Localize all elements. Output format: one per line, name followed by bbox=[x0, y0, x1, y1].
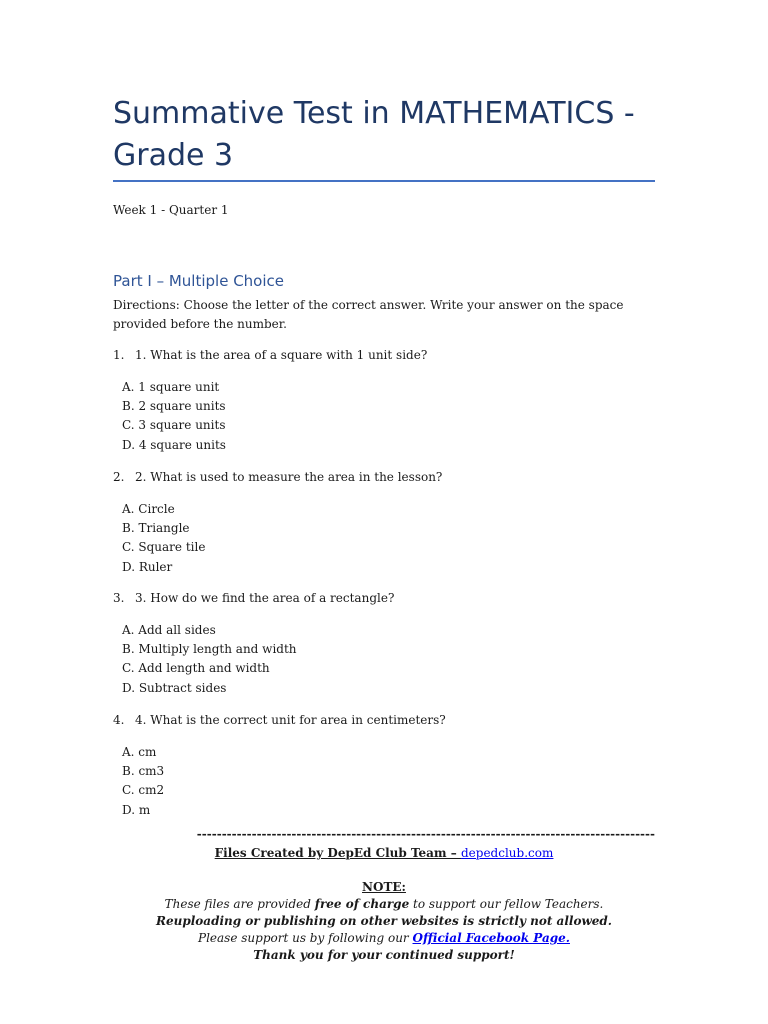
question-number: 1. bbox=[113, 348, 125, 362]
choice-item: C. cm2 bbox=[122, 783, 165, 798]
choice-item: A. cm bbox=[122, 745, 157, 759]
depedclub-link[interactable]: depedclub.com bbox=[460, 846, 554, 860]
page-title: Summative Test in MATHEMATICS - Grade 3 bbox=[113, 96, 635, 173]
choice-item: A. Circle bbox=[122, 502, 175, 516]
note-text: These files are provided bbox=[164, 897, 315, 911]
question-text: 4. What is the correct unit for area in centimeters? bbox=[135, 713, 446, 727]
note-title: NOTE: bbox=[362, 880, 406, 894]
question-text: 3. How do we find the area of a rectangle? bbox=[135, 591, 395, 605]
choice-item: B. cm3 bbox=[122, 764, 165, 779]
dashed-separator: -------------------------------------------------------------------------------------------- bbox=[196, 827, 655, 841]
choice-item: A. Add all sides bbox=[122, 623, 216, 637]
question-number: 2. bbox=[113, 470, 125, 484]
choice-item: B. Multiply length and width bbox=[122, 642, 297, 657]
choice-item: C. 3 square units bbox=[122, 418, 226, 433]
question-text: 1. What is the area of a square with 1 unit side? bbox=[135, 348, 428, 362]
choice-item: D. Ruler bbox=[122, 559, 173, 574]
question-1 bbox=[113, 347, 655, 363]
credit-line bbox=[113, 845, 655, 862]
note-line-2: Reuploading or publishing on other websites is strictly not allowed. bbox=[156, 914, 612, 928]
choice-item: C. Add length and width bbox=[122, 661, 270, 676]
question-4 bbox=[113, 712, 655, 728]
choice-item: A. 1 square unit bbox=[122, 380, 220, 394]
choice-item: B. 2 square units bbox=[122, 399, 226, 414]
choice-item: B. Triangle bbox=[122, 521, 190, 536]
part-heading: Part I – Multiple Choice bbox=[113, 272, 284, 290]
note-text: Please support us by following our bbox=[198, 931, 413, 945]
question-number: 4. bbox=[113, 713, 125, 727]
question-number: 3. bbox=[113, 591, 125, 605]
choice-item: D. 4 square units bbox=[122, 437, 226, 452]
choice-item: D. m bbox=[122, 802, 151, 817]
directions-text: Directions: Choose the letter of the correct answer. Write your answer on the space provided before the number. bbox=[113, 298, 624, 331]
footer-notice bbox=[113, 826, 655, 964]
note-line-3 bbox=[113, 930, 655, 947]
credit-text: Files Created by DepEd Club Team – bbox=[214, 846, 461, 860]
note-text: to support our fellow Teachers. bbox=[409, 897, 604, 911]
note-emphasis: free of charge bbox=[314, 897, 410, 911]
note-line-4: Thank you for your continued support! bbox=[253, 948, 515, 962]
choice-item: D. Subtract sides bbox=[122, 680, 227, 695]
choices-3 bbox=[122, 621, 297, 698]
title-divider bbox=[113, 180, 655, 182]
note-line-1 bbox=[113, 896, 655, 913]
facebook-page-link[interactable]: Official Facebook Page. bbox=[412, 931, 570, 945]
choice-item: C. Square tile bbox=[122, 540, 206, 555]
question-2 bbox=[113, 469, 655, 485]
choices-4 bbox=[122, 743, 164, 820]
choices-2 bbox=[122, 500, 205, 577]
question-3 bbox=[113, 590, 655, 606]
question-text: 2. What is used to measure the area in the lesson? bbox=[135, 470, 443, 484]
page-subtitle: Week 1 - Quarter 1 bbox=[113, 203, 229, 217]
choices-1 bbox=[122, 378, 226, 455]
